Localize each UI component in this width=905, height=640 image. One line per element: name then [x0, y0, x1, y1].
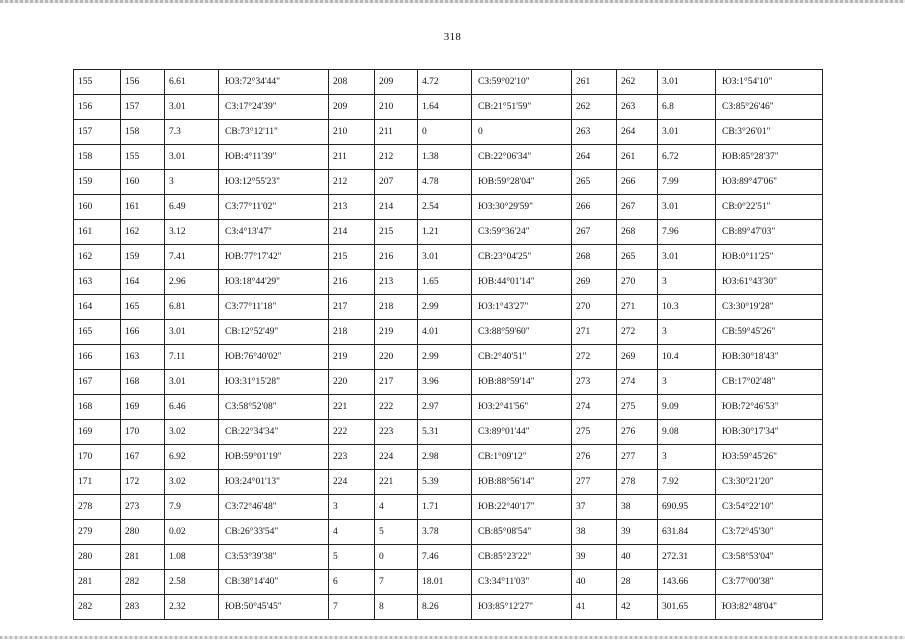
cell-length: 7.41: [165, 245, 219, 270]
cell-bearing: СВ:38°14'40": [219, 570, 329, 595]
cell-from-point: 41: [572, 595, 617, 620]
cell-bearing: ЮЗ:72°34'44": [219, 70, 329, 95]
cell-to-point: 170: [121, 420, 165, 445]
cell-bearing: СЗ:58°52'08": [219, 395, 329, 420]
cell-length: 10.4: [658, 345, 716, 370]
cell-length: 3: [658, 320, 716, 345]
cell-bearing: ЮЗ:1°54'10": [716, 70, 823, 95]
cell-bearing: ЮВ:30°17'34": [716, 420, 823, 445]
cell-to-point: 218: [375, 295, 418, 320]
cell-length: 2.99: [418, 295, 472, 320]
cell-bearing: ЮВ:22°40'17": [472, 495, 572, 520]
cell-bearing: ЮЗ:89°47'06": [716, 170, 823, 195]
cell-length: 2.99: [418, 345, 472, 370]
cell-bearing: СВ:21°51'59": [472, 95, 572, 120]
cell-bearing: ЮЗ:1°43'27": [472, 295, 572, 320]
cell-from-point: 270: [572, 295, 617, 320]
cell-to-point: 167: [121, 445, 165, 470]
cell-to-point: 283: [121, 595, 165, 620]
cell-to-point: 214: [375, 195, 418, 220]
cell-to-point: 166: [121, 320, 165, 345]
cell-bearing: ЮВ:30°18'43": [716, 345, 823, 370]
cell-length: 4.78: [418, 170, 472, 195]
table-row: [74, 145, 823, 170]
cell-to-point: 162: [121, 220, 165, 245]
scan-bottom-edge: [0, 636, 905, 639]
cell-from-point: 267: [572, 220, 617, 245]
cell-bearing: ЮВ:59°01'19": [219, 445, 329, 470]
cell-from-point: 209: [329, 95, 375, 120]
cell-bearing: ЮЗ:82°48'04": [716, 595, 823, 620]
cell-bearing: ЮЗ:2°41'56": [472, 395, 572, 420]
cell-from-point: 271: [572, 320, 617, 345]
cell-from-point: 169: [74, 420, 121, 445]
cell-bearing: СВ:22°34'34": [219, 420, 329, 445]
cell-bearing: СЗ:77°00'38": [716, 570, 823, 595]
cell-length: 2.54: [418, 195, 472, 220]
cell-to-point: 278: [617, 470, 658, 495]
page-number: 318: [443, 31, 462, 43]
cell-to-point: 277: [617, 445, 658, 470]
cell-length: 3.01: [658, 245, 716, 270]
cell-bearing: СЗ:30°19'28": [716, 295, 823, 320]
table-row: [74, 320, 823, 345]
cell-from-point: 221: [329, 395, 375, 420]
cell-from-point: 166: [74, 345, 121, 370]
cell-bearing: СВ:2°40'51": [472, 345, 572, 370]
table-row: [74, 345, 823, 370]
cell-to-point: 216: [375, 245, 418, 270]
cell-from-point: 39: [572, 545, 617, 570]
table-row: [74, 545, 823, 570]
cell-length: 8.26: [418, 595, 472, 620]
cell-bearing: СЗ:4°13'47": [219, 220, 329, 245]
cell-from-point: 224: [329, 470, 375, 495]
cell-to-point: 169: [121, 395, 165, 420]
cell-length: 2.58: [165, 570, 219, 595]
cell-to-point: 157: [121, 95, 165, 120]
cell-length: 1.08: [165, 545, 219, 570]
cell-from-point: 211: [329, 145, 375, 170]
cell-length: 3.12: [165, 220, 219, 245]
cell-from-point: 5: [329, 545, 375, 570]
cell-bearing: СВ:12°52'49": [219, 320, 329, 345]
cell-bearing: СЗ:72°46'48": [219, 495, 329, 520]
cell-length: 7.9: [165, 495, 219, 520]
cell-length: 3.01: [165, 320, 219, 345]
cell-length: 3: [658, 270, 716, 295]
cell-length: 1.71: [418, 495, 472, 520]
cell-bearing: СВ:17°02'48": [716, 370, 823, 395]
cell-bearing: ЮВ:0°11'25": [716, 245, 823, 270]
cell-bearing: СВ:26°33'54": [219, 520, 329, 545]
cell-to-point: 269: [617, 345, 658, 370]
table-row: [74, 395, 823, 420]
table-row: [74, 520, 823, 545]
cell-length: 7.11: [165, 345, 219, 370]
cell-from-point: 279: [74, 520, 121, 545]
cell-from-point: 273: [572, 370, 617, 395]
cell-to-point: 263: [617, 95, 658, 120]
cell-from-point: 272: [572, 345, 617, 370]
cell-length: 6.49: [165, 195, 219, 220]
cell-to-point: 224: [375, 445, 418, 470]
cell-bearing: ЮВ:88°59'14": [472, 370, 572, 395]
cell-to-point: 273: [121, 495, 165, 520]
cell-to-point: 5: [375, 520, 418, 545]
cell-to-point: 222: [375, 395, 418, 420]
cell-to-point: 271: [617, 295, 658, 320]
cell-from-point: 280: [74, 545, 121, 570]
cell-to-point: 155: [121, 145, 165, 170]
cell-bearing: СЗ:17°24'39": [219, 95, 329, 120]
cell-bearing: СВ:1°09'12": [472, 445, 572, 470]
cell-to-point: 280: [121, 520, 165, 545]
cell-length: 7.99: [658, 170, 716, 195]
cell-to-point: 172: [121, 470, 165, 495]
cell-bearing: СВ:89°47'03": [716, 220, 823, 245]
cell-to-point: 264: [617, 120, 658, 145]
cell-length: 4.01: [418, 320, 472, 345]
cell-to-point: 0: [375, 545, 418, 570]
cell-from-point: 168: [74, 395, 121, 420]
cell-to-point: 272: [617, 320, 658, 345]
cell-length: 6.92: [165, 445, 219, 470]
survey-table: [73, 69, 823, 620]
cell-from-point: 215: [329, 245, 375, 270]
cell-bearing: ЮЗ:12°55'23": [219, 170, 329, 195]
cell-bearing: ЮЗ:85°12'27": [472, 595, 572, 620]
cell-length: 2.32: [165, 595, 219, 620]
cell-length: 1.21: [418, 220, 472, 245]
cell-bearing: СЗ:89°01'44": [472, 420, 572, 445]
cell-to-point: 223: [375, 420, 418, 445]
cell-bearing: СЗ:77°11'02": [219, 195, 329, 220]
cell-to-point: 270: [617, 270, 658, 295]
cell-length: 690.95: [658, 495, 716, 520]
cell-from-point: 213: [329, 195, 375, 220]
table-row: [74, 470, 823, 495]
cell-length: 3.01: [165, 370, 219, 395]
cell-bearing: ЮЗ:31°15'28": [219, 370, 329, 395]
cell-bearing: ЮЗ:61°43'30": [716, 270, 823, 295]
cell-length: 6.8: [658, 95, 716, 120]
cell-bearing: СВ:85°08'54": [472, 520, 572, 545]
cell-from-point: 170: [74, 445, 121, 470]
cell-from-point: 162: [74, 245, 121, 270]
cell-from-point: 218: [329, 320, 375, 345]
cell-from-point: 281: [74, 570, 121, 595]
cell-length: 3.02: [165, 470, 219, 495]
cell-from-point: 163: [74, 270, 121, 295]
cell-from-point: 165: [74, 320, 121, 345]
cell-bearing: СВ:3°26'01": [716, 120, 823, 145]
cell-from-point: 282: [74, 595, 121, 620]
cell-length: 3: [658, 370, 716, 395]
cell-to-point: 265: [617, 245, 658, 270]
cell-length: 7.92: [658, 470, 716, 495]
cell-length: 6.46: [165, 395, 219, 420]
cell-bearing: ЮВ:50°45'45": [219, 595, 329, 620]
cell-length: 3.01: [165, 145, 219, 170]
cell-length: 18.01: [418, 570, 472, 595]
table-row: [74, 495, 823, 520]
cell-length: 3.01: [658, 195, 716, 220]
cell-length: 2.96: [165, 270, 219, 295]
cell-to-point: 4: [375, 495, 418, 520]
cell-bearing: СЗ:88°59'60": [472, 320, 572, 345]
cell-length: 5.31: [418, 420, 472, 445]
cell-from-point: 6: [329, 570, 375, 595]
cell-bearing: ЮЗ:30°29'59": [472, 195, 572, 220]
cell-length: 3: [165, 170, 219, 195]
cell-bearing: ЮВ:44°01'14": [472, 270, 572, 295]
cell-from-point: 217: [329, 295, 375, 320]
survey-table-body: [74, 70, 823, 620]
cell-length: 7.3: [165, 120, 219, 145]
cell-to-point: 213: [375, 270, 418, 295]
cell-length: 3.01: [658, 120, 716, 145]
cell-bearing: СВ:59°45'26": [716, 320, 823, 345]
cell-length: 9.09: [658, 395, 716, 420]
cell-bearing: СЗ:72°45'30": [716, 520, 823, 545]
cell-to-point: 275: [617, 395, 658, 420]
cell-from-point: 156: [74, 95, 121, 120]
cell-length: 1.64: [418, 95, 472, 120]
table-row: [74, 270, 823, 295]
table-row: [74, 220, 823, 245]
cell-to-point: 212: [375, 145, 418, 170]
cell-bearing: СЗ:59°36'24": [472, 220, 572, 245]
cell-length: 301.65: [658, 595, 716, 620]
cell-length: 631.84: [658, 520, 716, 545]
cell-to-point: 159: [121, 245, 165, 270]
cell-bearing: СЗ:54°22'10": [716, 495, 823, 520]
table-row: [74, 370, 823, 395]
cell-from-point: 212: [329, 170, 375, 195]
cell-to-point: 211: [375, 120, 418, 145]
cell-length: 7.96: [658, 220, 716, 245]
cell-from-point: 161: [74, 220, 121, 245]
cell-bearing: ЮЗ:18°44'29": [219, 270, 329, 295]
cell-to-point: 7: [375, 570, 418, 595]
cell-from-point: 214: [329, 220, 375, 245]
cell-from-point: 216: [329, 270, 375, 295]
cell-to-point: 160: [121, 170, 165, 195]
cell-to-point: 165: [121, 295, 165, 320]
cell-from-point: 262: [572, 95, 617, 120]
cell-from-point: 223: [329, 445, 375, 470]
cell-from-point: 278: [74, 495, 121, 520]
cell-bearing: ЮЗ:24°01'13": [219, 470, 329, 495]
cell-from-point: 222: [329, 420, 375, 445]
cell-to-point: 221: [375, 470, 418, 495]
cell-length: 1.38: [418, 145, 472, 170]
cell-from-point: 37: [572, 495, 617, 520]
cell-from-point: 264: [572, 145, 617, 170]
cell-to-point: 161: [121, 195, 165, 220]
cell-length: 0: [418, 120, 472, 145]
cell-to-point: 266: [617, 170, 658, 195]
cell-to-point: 262: [617, 70, 658, 95]
cell-bearing: ЮВ:76°40'02": [219, 345, 329, 370]
cell-length: 6.81: [165, 295, 219, 320]
cell-bearing: ЮВ:59°28'04": [472, 170, 572, 195]
cell-from-point: 276: [572, 445, 617, 470]
cell-from-point: 7: [329, 595, 375, 620]
cell-to-point: 281: [121, 545, 165, 570]
cell-bearing: СВ:22°06'34": [472, 145, 572, 170]
cell-to-point: 210: [375, 95, 418, 120]
cell-bearing: СЗ:58°53'04": [716, 545, 823, 570]
cell-to-point: 261: [617, 145, 658, 170]
cell-to-point: 276: [617, 420, 658, 445]
cell-to-point: 215: [375, 220, 418, 245]
cell-to-point: 40: [617, 545, 658, 570]
cell-from-point: 275: [572, 420, 617, 445]
cell-length: 5.39: [418, 470, 472, 495]
cell-length: 6.61: [165, 70, 219, 95]
cell-bearing: СЗ:53°39'38": [219, 545, 329, 570]
cell-bearing: СЗ:85°26'46": [716, 95, 823, 120]
cell-from-point: 274: [572, 395, 617, 420]
scan-top-edge: [0, 0, 905, 3]
cell-from-point: 220: [329, 370, 375, 395]
table-row: [74, 445, 823, 470]
cell-bearing: ЮВ:85°28'37": [716, 145, 823, 170]
cell-bearing: СЗ:34°11'03": [472, 570, 572, 595]
table-row: [74, 95, 823, 120]
cell-bearing: СВ:85°23'22": [472, 545, 572, 570]
cell-to-point: 282: [121, 570, 165, 595]
cell-length: 6.72: [658, 145, 716, 170]
cell-to-point: 39: [617, 520, 658, 545]
cell-length: 272.31: [658, 545, 716, 570]
cell-bearing: 0: [472, 120, 572, 145]
cell-length: 7.46: [418, 545, 472, 570]
cell-to-point: 220: [375, 345, 418, 370]
cell-length: 9.08: [658, 420, 716, 445]
cell-from-point: 265: [572, 170, 617, 195]
cell-from-point: 208: [329, 70, 375, 95]
table-row: [74, 595, 823, 620]
cell-from-point: 167: [74, 370, 121, 395]
cell-bearing: СЗ:77°11'18": [219, 295, 329, 320]
cell-bearing: СВ:23°04'25": [472, 245, 572, 270]
table-row: [74, 420, 823, 445]
cell-to-point: 38: [617, 495, 658, 520]
cell-length: 2.97: [418, 395, 472, 420]
cell-from-point: 157: [74, 120, 121, 145]
cell-length: 3: [658, 445, 716, 470]
table-row: [74, 120, 823, 145]
cell-to-point: 207: [375, 170, 418, 195]
cell-from-point: 4: [329, 520, 375, 545]
cell-bearing: СЗ:30°21'20": [716, 470, 823, 495]
cell-to-point: 163: [121, 345, 165, 370]
cell-from-point: 171: [74, 470, 121, 495]
table-row: [74, 70, 823, 95]
cell-bearing: ЮВ:4°11'39": [219, 145, 329, 170]
cell-bearing: ЮЗ:59°45'26": [716, 445, 823, 470]
cell-from-point: 266: [572, 195, 617, 220]
cell-from-point: 219: [329, 345, 375, 370]
table-row: [74, 170, 823, 195]
cell-bearing: СВ:73°12'11": [219, 120, 329, 145]
cell-length: 4.72: [418, 70, 472, 95]
cell-length: 3.01: [165, 95, 219, 120]
cell-length: 3.01: [658, 70, 716, 95]
cell-from-point: 3: [329, 495, 375, 520]
cell-to-point: 267: [617, 195, 658, 220]
cell-length: 143.66: [658, 570, 716, 595]
cell-from-point: 263: [572, 120, 617, 145]
cell-from-point: 277: [572, 470, 617, 495]
cell-to-point: 219: [375, 320, 418, 345]
cell-to-point: 28: [617, 570, 658, 595]
cell-length: 3.02: [165, 420, 219, 445]
cell-length: 10.3: [658, 295, 716, 320]
cell-from-point: 155: [74, 70, 121, 95]
cell-to-point: 164: [121, 270, 165, 295]
cell-from-point: 268: [572, 245, 617, 270]
table-row: [74, 195, 823, 220]
cell-length: 0.02: [165, 520, 219, 545]
cell-to-point: 156: [121, 70, 165, 95]
cell-bearing: СЗ:59°02'10": [472, 70, 572, 95]
cell-from-point: 269: [572, 270, 617, 295]
cell-length: 1.65: [418, 270, 472, 295]
cell-to-point: 217: [375, 370, 418, 395]
cell-from-point: 160: [74, 195, 121, 220]
cell-bearing: ЮВ:88°56'14": [472, 470, 572, 495]
cell-from-point: 164: [74, 295, 121, 320]
cell-bearing: СВ:0°22'51": [716, 195, 823, 220]
cell-to-point: 42: [617, 595, 658, 620]
cell-length: 2.98: [418, 445, 472, 470]
cell-from-point: 40: [572, 570, 617, 595]
cell-to-point: 268: [617, 220, 658, 245]
cell-to-point: 209: [375, 70, 418, 95]
cell-bearing: ЮВ:77°17'42": [219, 245, 329, 270]
cell-from-point: 38: [572, 520, 617, 545]
cell-from-point: 261: [572, 70, 617, 95]
cell-from-point: 158: [74, 145, 121, 170]
cell-from-point: 159: [74, 170, 121, 195]
cell-length: 3.78: [418, 520, 472, 545]
table-row: [74, 570, 823, 595]
table-row: [74, 245, 823, 270]
cell-length: 3.01: [418, 245, 472, 270]
cell-to-point: 274: [617, 370, 658, 395]
cell-length: 3.96: [418, 370, 472, 395]
table-row: [74, 295, 823, 320]
cell-to-point: 158: [121, 120, 165, 145]
cell-bearing: ЮВ:72°46'53": [716, 395, 823, 420]
cell-to-point: 168: [121, 370, 165, 395]
cell-to-point: 8: [375, 595, 418, 620]
cell-from-point: 210: [329, 120, 375, 145]
